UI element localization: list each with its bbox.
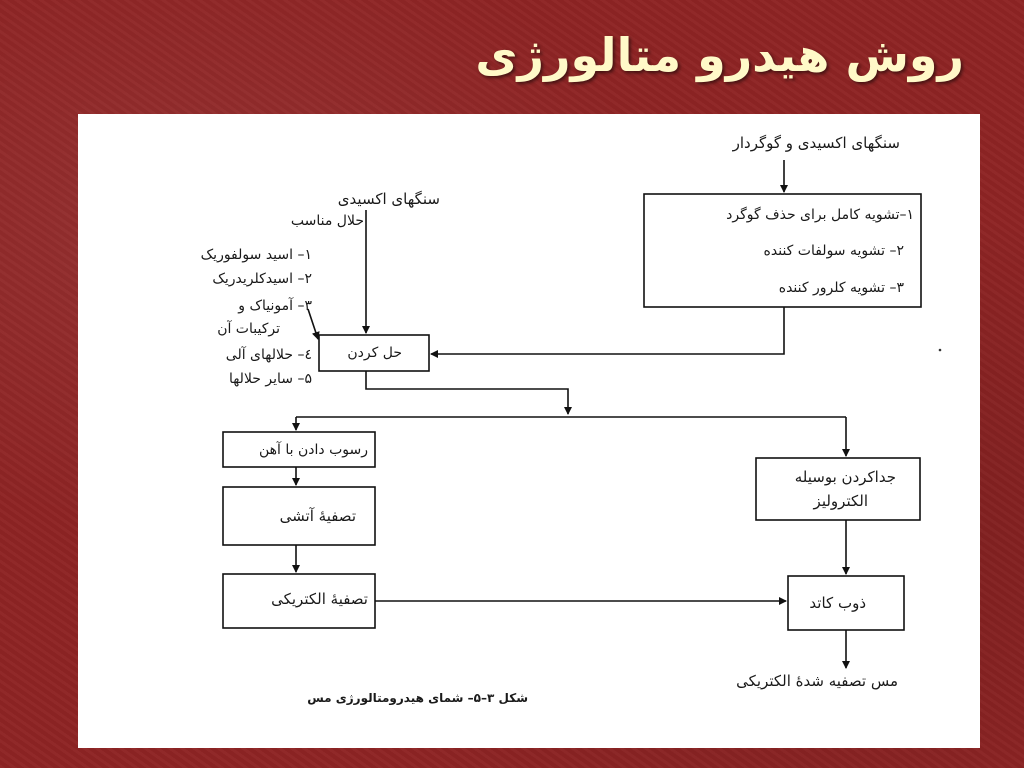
- solvent-item-5: ۵– سایر حلالها: [228, 371, 312, 387]
- solvent-item-1: ۱– اسید سولفوریک: [200, 247, 312, 263]
- oxide-ores-label: سنگهای اکسیدی: [337, 190, 440, 208]
- flowchart-figure: [78, 114, 980, 748]
- electrolysis-separation-label-1: جداکردن بوسیله: [794, 468, 896, 486]
- solvent-item-3-cont: ترکیبات آن: [217, 321, 280, 337]
- slide-title: روش هیدرو متالورژی: [475, 28, 964, 82]
- line-dissolve-out: [366, 371, 568, 414]
- dissolve-label: حل کردن: [347, 345, 402, 361]
- pretreatment-item-1: ۱–تشویه کامل برای حذف گوگرد: [726, 207, 914, 223]
- iron-precipitation-label: رسوب دادن با آهن: [259, 442, 368, 458]
- electrorefined-copper-label: مس تصفیه شدهٔ الکتریکی: [736, 672, 898, 690]
- arrow-pretreatment-to-dissolve: [431, 307, 784, 354]
- speck-dot: [939, 349, 942, 352]
- solvent-item-2: ۲– اسیدکلریدریک: [212, 271, 312, 287]
- pretreatment-item-2: ۲– تشویه سولفات کننده: [763, 243, 904, 259]
- suitable-solvent-label: حلال مناسب: [290, 213, 364, 229]
- electrolysis-separation-label-2: الکترولیز: [813, 492, 868, 510]
- solvent-item-3: ۳– آمونیاک و: [238, 298, 312, 314]
- fire-refining-label: تصفیهٔ آتشی: [279, 507, 356, 525]
- electrical-refining-label: تصفیهٔ الکتریکی: [271, 590, 368, 608]
- oxide-sulfide-ores-label: سنگهای اکسیدی و گوگردار: [732, 134, 900, 152]
- pretreatment-item-3: ۳– تشویه کلرور کننده: [778, 280, 904, 296]
- cathode-melting-label: ذوب کاتد: [809, 594, 866, 612]
- figure-caption: شکل ۳–۵– شمای هیدرومتالورژی مس: [307, 691, 528, 705]
- solvent-item-4: ٤– حلالهای آلی: [225, 347, 312, 363]
